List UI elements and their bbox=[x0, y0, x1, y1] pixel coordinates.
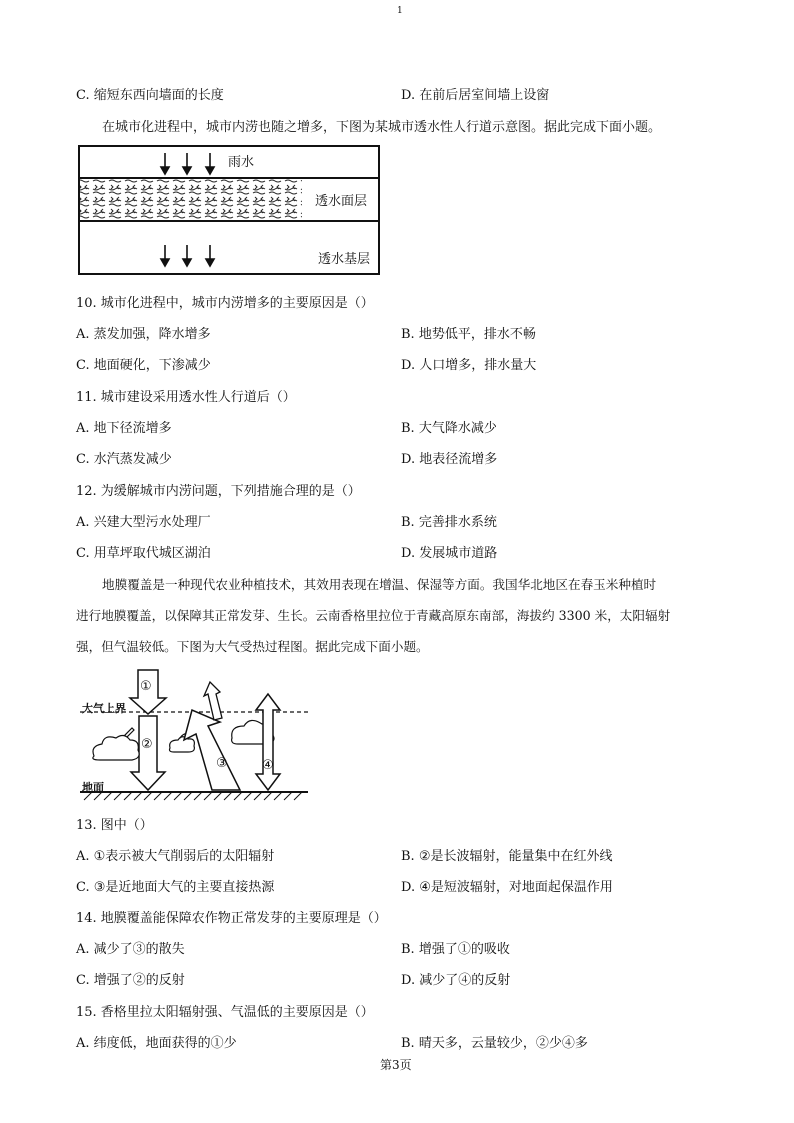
q13-stem: 13. 图中（） bbox=[76, 818, 153, 833]
q12-option-c: C. 用草坪取代城区湖泊 bbox=[76, 546, 211, 561]
rain-label: 雨水 bbox=[228, 155, 255, 170]
q10-option-d: D. 人口增多，排水量大 bbox=[401, 358, 537, 373]
arrow-escape bbox=[204, 682, 222, 720]
page-header-mark: 1 bbox=[397, 6, 403, 16]
q10-option-a: A. 蒸发加强，降水增多 bbox=[76, 327, 211, 342]
q14-option-a: A. 减少了③的散失 bbox=[76, 942, 185, 957]
q13-option-c: C. ③是近地面大气的主要直接热源 bbox=[76, 880, 275, 895]
q10-option-b: B. 地势低平，排水不畅 bbox=[401, 327, 536, 342]
label-circle-4: ④ bbox=[262, 758, 274, 773]
ground-label: 地面 bbox=[82, 781, 104, 794]
q12-option-a: A. 兴建大型污水处理厂 bbox=[76, 515, 211, 530]
label-circle-2: ② bbox=[141, 737, 153, 752]
q12-stem: 12. 为缓解城市内涝问题，下列措施合理的是（） bbox=[76, 484, 361, 499]
q13-option-a: A. ①表示被大气削弱后的太阳辐射 bbox=[76, 849, 275, 864]
intro-mulching-line2: 进行地膜覆盖，以保障其正常发芽、生长。云南香格里拉位于青藏高原东南部，海拔约 3300 米，太阳辐射 bbox=[76, 608, 671, 623]
cloud-left bbox=[93, 735, 139, 760]
page-number: 第3页 bbox=[380, 1058, 412, 1072]
q11-option-b: B. 大气降水减少 bbox=[401, 421, 497, 436]
intro-urban-waterlogging: 在城市化进程中，城市内涝也随之增多，下图为某城市透水性人行道示意图。据此完成下面小题。 bbox=[102, 120, 662, 135]
permeable-base-label: 透水基层 bbox=[318, 252, 371, 267]
q14-stem: 14. 地膜覆盖能保障农作物正常发芽的主要原理是（） bbox=[76, 911, 387, 926]
q14-option-d: D. 减少了④的反射 bbox=[401, 973, 511, 988]
label-circle-1: ① bbox=[140, 679, 152, 694]
q12-option-b: B. 完善排水系统 bbox=[401, 515, 497, 530]
q15-option-a: A. 纬度低，地面获得的①少 bbox=[76, 1036, 237, 1051]
permeable-surface-label: 透水面层 bbox=[315, 194, 368, 209]
cloud-middle bbox=[170, 737, 195, 752]
q13-option-b: B. ②是长波辐射，能量集中在红外线 bbox=[401, 849, 613, 864]
q14-option-b: B. 增强了①的吸收 bbox=[401, 942, 510, 957]
q11-option-c: C. 水汽蒸发减少 bbox=[76, 452, 172, 467]
q13-option-d: D. ④是短波辐射，对地面起保温作用 bbox=[401, 880, 613, 895]
q11-option-d: D. 地表径流增多 bbox=[401, 452, 498, 467]
q11-stem: 11. 城市建设采用透水性人行道后（） bbox=[76, 390, 296, 405]
q14-option-c: C. 增强了②的反射 bbox=[76, 973, 185, 988]
toa-label: 大气上界 bbox=[82, 702, 126, 715]
q12-option-d: D. 发展城市道路 bbox=[401, 546, 498, 561]
q10-stem: 10. 城市化进程中，城市内涝增多的主要原因是（） bbox=[76, 296, 374, 311]
q15-option-b: B. 晴天多，云量较少，②少④多 bbox=[401, 1036, 588, 1051]
q9-option-c: C. 缩短东西向墙面的长度 bbox=[76, 88, 224, 103]
atmospheric-heating-figure bbox=[80, 664, 310, 802]
q11-option-a: A. 地下径流增多 bbox=[76, 421, 172, 436]
q10-option-c: C. 地面硬化，下渗减少 bbox=[76, 358, 211, 373]
intro-mulching-line3: 强，但气温较低。下图为大气受热过程图。据此完成下面小题。 bbox=[76, 639, 429, 654]
q15-stem: 15. 香格里拉太阳辐射强、气温低的主要原因是（） bbox=[76, 1005, 374, 1020]
intro-mulching-line1: 地膜覆盖是一种现代农业种植技术，其效用表现在增温、保湿等方面。我国华北地区在春玉米种植时 bbox=[102, 577, 657, 592]
label-circle-3: ③ bbox=[216, 756, 228, 771]
q9-option-d: D. 在前后居室间墙上设窗 bbox=[401, 88, 550, 103]
